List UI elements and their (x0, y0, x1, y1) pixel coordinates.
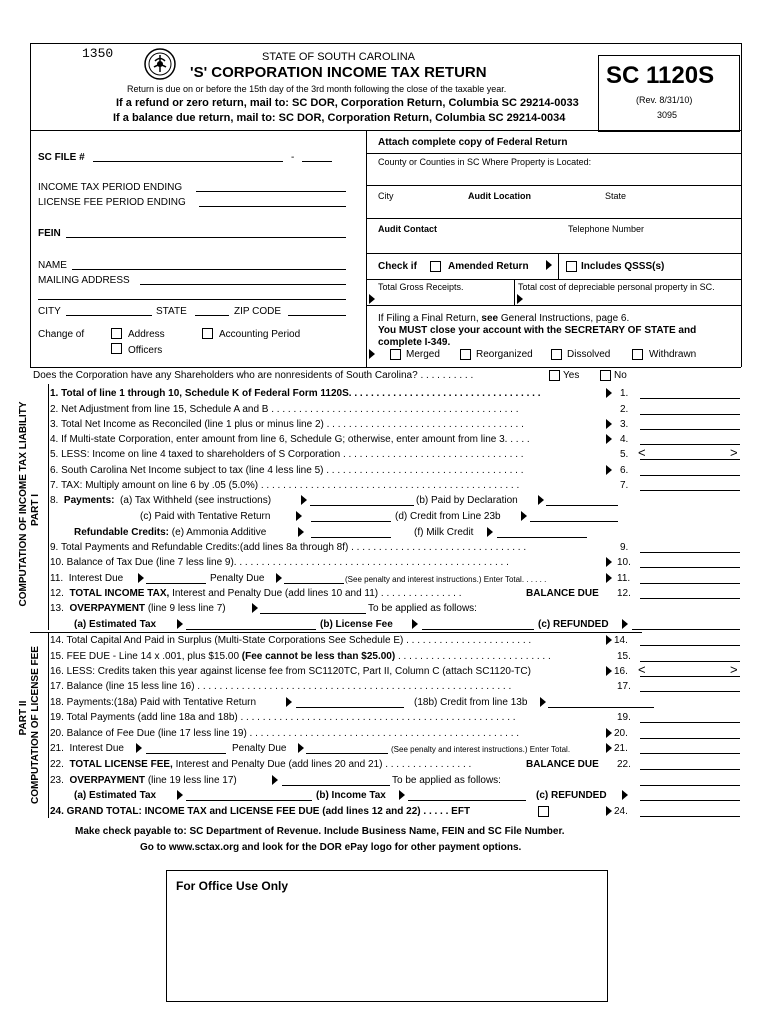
eft-checkbox[interactable] (538, 806, 549, 817)
line-10-field[interactable] (640, 567, 740, 568)
total-license-fee-label: TOTAL LICENSE FEE, (69, 759, 173, 770)
city-field[interactable] (66, 315, 152, 316)
line-18-label: 18. Payments:(18a) Paid with Tentative Return (50, 697, 257, 708)
name-field[interactable] (72, 269, 346, 270)
revision-date: (Rev. 8/31/10) (636, 95, 693, 105)
accounting-period-checkbox[interactable] (202, 328, 213, 339)
line-8a-field[interactable] (310, 505, 414, 506)
receipts-divider (514, 279, 515, 305)
line-11-number: 11. (50, 573, 64, 584)
part-divider (30, 632, 642, 633)
refundable-credits-label: Refundable Credits: (74, 527, 170, 538)
form-header-bottom (30, 367, 741, 368)
line-23c-label: (c) REFUNDED (536, 790, 607, 801)
address-change-checkbox[interactable] (111, 328, 122, 339)
line-22-row (50, 759, 471, 770)
line-9-number: 9. (620, 542, 629, 553)
line-5-open-bracket: < (638, 445, 646, 460)
arrow-icon (606, 728, 612, 738)
line-16-number: 16. (614, 666, 628, 677)
part1-side-label: PART I (30, 493, 41, 527)
right-divider-1 (366, 153, 741, 154)
arrow-icon (606, 573, 612, 583)
line-7-number: 7. (620, 480, 629, 491)
line-13b-label: (b) License Fee (320, 619, 393, 630)
change-of-label: Change of (38, 329, 85, 340)
line-3-label: 3. Total Net Income as Reconciled (line 1 plus or minus line 2) . . . . . . . . . . . . . . . . . . . . . . . . . . . . . . . . . . . . (50, 419, 524, 430)
arrow-icon (369, 294, 375, 304)
line-5-number: 5. (620, 449, 629, 460)
line-15-number: 15. (617, 651, 631, 662)
form-left-border (30, 43, 31, 367)
arrow-icon (622, 619, 628, 629)
gross-receipts-label: Total Gross Receipts. (378, 282, 464, 292)
line-16-field[interactable] (640, 676, 740, 677)
line-17-number: 17. (617, 681, 631, 692)
part1-side-title: COMPUTATION OF INCOME TAX LIABILITY (18, 401, 29, 607)
line-24-field[interactable] (640, 816, 740, 817)
depreciable-property-label: Total cost of depreciable personal property in SC. (518, 282, 715, 292)
dissolved-checkbox[interactable] (551, 349, 562, 360)
line-9-field[interactable] (640, 552, 740, 553)
line-1-field[interactable] (640, 398, 740, 399)
arrow-icon (301, 495, 307, 505)
line-13c-label: (c) REFUNDED (538, 619, 609, 630)
audit-contact-label: Audit Contact (378, 224, 437, 234)
office-use-label: For Office Use Only (176, 879, 289, 893)
zip-field[interactable] (288, 315, 346, 316)
right-divider-6 (366, 305, 741, 306)
due-note: Return is due on or before the 15th day of the 3rd month following the close of the taxable year. (127, 84, 507, 94)
line-17-label: 17. Balance (line 15 less line 16) . . . . . . . . . . . . . . . . . . . . . . . . . . . . . . . . . . . . . . . . . . . . . . . . . . . . . . . . . (50, 681, 512, 692)
nonresident-no-label: No (614, 370, 627, 381)
part2-side-title: COMPUTATION OF LICENSE FEE (30, 646, 41, 804)
line-12-text: Interest and Penalty Due (add lines 10 and 11) . . . . . . . . . . . . . . . (172, 588, 462, 599)
line-12-total-number: 12. (617, 588, 631, 599)
sc-file-label: SC FILE # (38, 152, 85, 163)
part1-side-part (18, 388, 29, 620)
line-21-interest-label: Interest Due (69, 743, 124, 754)
line-16-close-bracket: > (730, 662, 738, 677)
reorganized-label: Reorganized (476, 349, 533, 360)
right-divider-4 (366, 253, 741, 254)
line-8f-field[interactable] (497, 537, 587, 538)
header-divider (30, 130, 741, 131)
line-3-field[interactable] (640, 429, 740, 430)
license-period-field[interactable] (199, 206, 346, 207)
line-8d-field[interactable] (530, 521, 618, 522)
line-8f-label: (f) Milk Credit (414, 527, 474, 538)
line-23c-field[interactable] (640, 800, 740, 801)
part2-side-label: PART II (18, 700, 29, 736)
line-11-field[interactable] (640, 583, 740, 584)
interest-due-label: Interest Due (68, 573, 124, 584)
line-18a-field[interactable] (296, 707, 404, 708)
officers-change-label: Officers (128, 345, 163, 356)
line-21-number: 21. (50, 743, 64, 754)
line-19-label: 19. Total Payments (add line 18a and 18b) . . . . . . . . . . . . . . . . . . . . . . . . . . . . . . . . . . . . . . . . . . . . . . . . . . (50, 712, 516, 723)
line-5-field[interactable] (640, 459, 740, 460)
right-divider-2 (366, 185, 741, 186)
arrow-icon (136, 743, 142, 753)
license-period-label: LICENSE FEE PERIOD ENDING (38, 197, 186, 208)
qsss-label: Includes QSSS(s) (581, 261, 665, 272)
arrow-icon (606, 806, 612, 816)
line-22-field[interactable] (640, 769, 740, 770)
line-13-row (50, 603, 226, 614)
line-17-field[interactable] (640, 691, 740, 692)
balance-due-label: BALANCE DUE (526, 588, 599, 599)
state-field[interactable] (195, 315, 229, 316)
line-6-number: 6. (620, 465, 629, 476)
line-12-number: 12. (50, 588, 64, 599)
line-15-text: 15. FEE DUE - Line 14 x .001, plus $15.00 (50, 651, 239, 662)
arrow-icon (177, 790, 183, 800)
line-19-field[interactable] (640, 722, 740, 723)
secretary-of-state-note: You MUST close your account with the SECRETARY OF STATE and (378, 325, 697, 336)
line-14-number: 14. (614, 635, 628, 646)
refund-mail-address: If a refund or zero return, mail to: SC DOR, Corporation Return, Columbia SC 29214-0033 (116, 97, 579, 109)
line-9-label: 9. Total Payments and Refundable Credits:(add lines 8a through 8f) . . . . . . . . . . . . . . . . . . . . . . . . . . . . . . . . (50, 542, 527, 553)
arrow-icon (276, 573, 282, 583)
final-return-line-1 (378, 313, 629, 324)
arrow-icon (517, 294, 523, 304)
line-21-field[interactable] (640, 753, 740, 754)
line-2-number: 2. (620, 404, 629, 415)
line-8e-label: (e) Ammonia Additive (171, 527, 267, 538)
line-14-field[interactable] (640, 645, 740, 646)
form-number: SC 1120S (606, 62, 715, 89)
arrow-icon (399, 790, 405, 800)
withdrawn-label: Withdrawn (649, 349, 697, 360)
officers-change-checkbox[interactable] (111, 343, 122, 354)
line-1-number: 1. (620, 388, 629, 399)
nonresident-yes-label: Yes (563, 370, 580, 381)
line-14-label: 14. Total Capital And Paid in Surplus (Multi-State Corporations See Schedule E) . . . . . . . . . . . . . . . . . . . . . . . (50, 635, 532, 646)
line-21-interest-field[interactable] (146, 753, 226, 754)
fein-field[interactable] (66, 237, 346, 238)
line-8e-field[interactable] (311, 537, 391, 538)
arrow-icon (622, 790, 628, 800)
address-change-label: Address (128, 329, 165, 340)
line-13c-field[interactable] (632, 629, 740, 630)
sc-file-field[interactable] (93, 161, 283, 162)
penalty-due-label: Penalty Due (210, 573, 265, 584)
income-period-field[interactable] (196, 191, 346, 192)
line-8b-field[interactable] (546, 505, 618, 506)
arrow-icon (546, 260, 552, 270)
income-period-label: INCOME TAX PERIOD ENDING (38, 182, 183, 193)
reorganized-checkbox[interactable] (460, 349, 471, 360)
state-seal-logo (144, 48, 176, 80)
line-22-text: Interest and Penalty Due (add lines 20 and 21) . . . . . . . . . . . . . . . . (175, 759, 472, 770)
line-23b-field[interactable] (408, 800, 526, 801)
line-23a-field[interactable] (186, 800, 312, 801)
line-24-label: 24. GRAND TOTAL: INCOME TAX and LICENSE FEE DUE (add lines 12 and 22) . . . . . EFT (50, 806, 471, 817)
line-8a-label: (a) Tax Withheld (see instructions) (120, 495, 272, 506)
form-top-border (30, 43, 741, 44)
state-label: STATE (156, 306, 187, 317)
arrow-icon (540, 697, 546, 707)
arrow-icon (606, 434, 612, 444)
fein-label: FEIN (38, 228, 61, 239)
line-8c-field[interactable] (311, 521, 391, 522)
line-13a-label: (a) Estimated Tax (74, 619, 157, 630)
qsss-checkbox[interactable] (566, 261, 577, 272)
line-23-text: (line 19 less line 17) (147, 775, 237, 786)
city-label: CITY (38, 306, 61, 317)
line-7-label: 7. TAX: Multiply amount on line 6 by .05 (5.0%) . . . . . . . . . . . . . . . . . . . . . . . . . . . . . . . . . . . . . . . . . . . . . . . (50, 480, 520, 491)
center-divider (366, 130, 367, 367)
nonresident-question: Does the Corporation have any Shareholders who are nonresidents of South Carolina? . . . . . . . . . . (33, 370, 474, 381)
line-23-field[interactable] (282, 785, 390, 786)
mailing-address-field[interactable] (140, 284, 346, 285)
line-10-label: 10. Balance of Tax Due (line 7 less line 9). . . . . . . . . . . . . . . . . . . . . . . . . . . . . . . . . . . . . . . . . . . . . . . . . . (50, 557, 509, 568)
payments-label: Payments: (63, 495, 115, 506)
line-7-field[interactable] (640, 490, 740, 491)
balance-mail-address: If a balance due return, mail to: SC DOR, Corporation Return, Columbia SC 29214-0034 (113, 112, 566, 124)
line-4-label: 4. If Multi-state Corporation, enter amount from line 6, Schedule G; otherwise, enter amount from line 3. . . . . (50, 434, 530, 445)
total-income-tax-label: TOTAL INCOME TAX, (69, 588, 170, 599)
line-23-right-field[interactable] (640, 785, 740, 786)
line-13b-field[interactable] (422, 629, 534, 630)
line-16-open-bracket: < (638, 662, 646, 677)
line-16-label: 16. LESS: Credits taken this year against license fee from SC1120TC, Part II, Column C (attach SC1120-TC) (50, 666, 531, 677)
complete-i349-note: complete I-349. (378, 337, 451, 348)
check-payable-note: Make check payable to: SC Department of Revenue. Include Business Name, FEIN and SC File Number. (75, 826, 565, 837)
arrow-icon (606, 465, 612, 475)
line-21-penalty-label: Penalty Due (232, 743, 287, 754)
amended-return-label: Amended Return (448, 261, 529, 272)
arrow-icon (538, 495, 544, 505)
nonresident-yes-checkbox[interactable] (549, 370, 560, 381)
line-23-number: 23. (50, 775, 64, 786)
line-23b-label: (b) Income Tax (316, 790, 386, 801)
epay-note: Go to www.sctax.org and look for the DOR ePay logo for other payment options. (140, 842, 522, 853)
line-2-label: 2. Net Adjustment from line 15, Schedule A and B . . . . . . . . . . . . . . . . . . . . . . . . . . . . . . . . . . . . . . . . . . . . . (50, 404, 519, 415)
line-15-dots: . . . . . . . . . . . . . . . . . . . . . . . . . . . . (397, 651, 551, 662)
line-23-row (50, 775, 237, 786)
line-11-total-number: 11. (617, 573, 631, 584)
line-21-total-number: 21. (614, 743, 628, 754)
county-label: County or Counties in SC Where Property is Located: (378, 157, 592, 167)
arrow-icon (606, 635, 612, 645)
line-13-number: 13. (50, 603, 64, 614)
line-10-number: 10. (617, 557, 631, 568)
line-23-applied: To be applied as follows: (392, 775, 501, 786)
arrow-icon (606, 419, 612, 429)
line-5-label: 5. LESS: Income on line 4 taxed to shareholders of S Corporation . . . . . . . . . . . . . . . . . . . . . . . . . . . . . . . . . (50, 449, 524, 460)
line-6-field[interactable] (640, 475, 740, 476)
line-3-number: 3. (620, 419, 629, 430)
arrow-icon (252, 603, 258, 613)
arrow-icon (606, 666, 612, 676)
form-right-border (741, 43, 742, 367)
arrow-icon (272, 775, 278, 785)
check-divider (558, 253, 559, 279)
line-8d-label: (d) Credit from Line 23b (395, 511, 501, 522)
attach-federal-return: Attach complete copy of Federal Return (378, 137, 568, 148)
line-4-field[interactable] (640, 444, 740, 445)
nonresident-no-checkbox[interactable] (600, 370, 611, 381)
zip-label: ZIP CODE (234, 306, 282, 317)
license-balance-due-label: BALANCE DUE (526, 759, 599, 770)
right-divider-3 (366, 218, 741, 219)
line-18b-field[interactable] (548, 707, 654, 708)
sc-file-suffix-field[interactable] (302, 161, 332, 162)
line-13-text: (line 9 less line 7) (147, 603, 226, 614)
form-title: 'S' CORPORATION INCOME TAX RETURN (190, 64, 487, 81)
line-13-field[interactable] (260, 613, 366, 614)
line-20-label: 20. Balance of Fee Due (line 17 less line 19) . . . . . . . . . . . . . . . . . . . . . . . . . . . . . . . . . . . . . . . . . . . . . . . . . (50, 728, 520, 739)
withdrawn-checkbox[interactable] (632, 349, 643, 360)
arrow-icon (177, 619, 183, 629)
arrow-icon (487, 527, 493, 537)
line-8-number: 8. (50, 495, 59, 506)
audit-state-label: State (605, 191, 627, 201)
arrow-icon (521, 511, 527, 521)
line-11-row (50, 573, 123, 584)
arrow-icon (298, 743, 304, 753)
arrow-icon (286, 697, 292, 707)
line-18b-label: (18b) Credit from line 13b (414, 697, 528, 708)
merged-label: Merged (406, 349, 440, 360)
line-20-number: 20. (614, 728, 628, 739)
accounting-period-label: Accounting Period (219, 329, 301, 340)
line-11-interest-field[interactable] (146, 583, 206, 584)
telephone-label: Telephone Number (568, 224, 645, 234)
part2-side-border (48, 632, 49, 818)
line-15-row (50, 651, 551, 662)
line-1-label: 1. Total of line 1 through 10, Schedule K of Federal Form 1120S. . . . . . . . . . . . . . . . . . . . . . . . . . . . . . . . . . . (50, 388, 541, 399)
check-if-label: Check if (378, 261, 417, 272)
line-2-field[interactable] (640, 414, 740, 415)
sc-file-dash: - (291, 152, 295, 163)
line-11-instructions: (See penalty and interest instructions.) Enter Total. . . . . . (345, 575, 547, 584)
arrow-icon (298, 527, 304, 537)
line-12-row (50, 588, 462, 599)
arrow-icon (138, 573, 144, 583)
mailing-address-label: MAILING ADDRESS (38, 275, 130, 286)
line-8c-label: (c) Paid with Tentative Return (140, 511, 271, 522)
name-label: NAME (38, 260, 67, 271)
line-8b-label: (b) Paid by Declaration (416, 495, 518, 506)
line-23a-label: (a) Estimated Tax (74, 790, 157, 801)
line-5-close-bracket: > (730, 445, 738, 460)
line-22-number: 22. (50, 759, 64, 770)
audit-city-label: City (378, 191, 394, 201)
line-13a-field[interactable] (186, 629, 316, 630)
amended-return-checkbox[interactable] (430, 261, 441, 272)
mailing-address-field-2[interactable] (38, 299, 346, 300)
state-name: STATE OF SOUTH CAROLINA (262, 51, 415, 63)
line-24-number: 24. (614, 806, 628, 817)
arrow-icon (369, 349, 375, 359)
license-overpayment-label: OVERPAYMENT (69, 775, 146, 786)
form-code: 1350 (82, 46, 114, 61)
line-19-number: 19. (617, 712, 631, 723)
dissolved-label: Dissolved (567, 349, 611, 360)
line-8a-row (50, 495, 271, 506)
arrow-icon (606, 743, 612, 753)
line-8e-row (74, 527, 266, 538)
arrow-icon (606, 557, 612, 567)
final-return-text-a: If Filing a Final Return, (378, 313, 479, 324)
line-20-field[interactable] (640, 738, 740, 739)
final-return-text-c: General Instructions, page 6. (500, 313, 630, 324)
line-15-minimum: (Fee cannot be less than $25.00) (241, 651, 396, 662)
arrow-icon (296, 511, 302, 521)
audit-location-label: Audit Location (468, 191, 531, 201)
overpayment-label: OVERPAYMENT (69, 603, 146, 614)
line-6-label: 6. South Carolina Net Income subject to tax (line 4 less line 5) . . . . . . . . . . . . . . . . . . . . . . . . . . . . . . . . . . . . (50, 465, 524, 476)
arrow-icon (412, 619, 418, 629)
line-13-applied: To be applied as follows: (368, 603, 477, 614)
final-return-see: see (481, 313, 499, 324)
line-4-number: 4. (620, 434, 629, 445)
line-11-penalty-field[interactable] (284, 583, 344, 584)
line-21-penalty-field[interactable] (306, 753, 388, 754)
arrow-icon (606, 388, 612, 398)
line-12-field[interactable] (640, 598, 740, 599)
line-21-instructions: (See penalty and interest instructions.) Enter Total. (391, 745, 571, 754)
part1-side-border (48, 384, 49, 630)
right-divider-5 (366, 279, 741, 280)
form-code-number: 3095 (657, 110, 678, 120)
merged-checkbox[interactable] (390, 349, 401, 360)
line-21-row (50, 743, 124, 754)
line-22-number-right: 22. (617, 759, 631, 770)
line-15-field[interactable] (640, 661, 740, 662)
